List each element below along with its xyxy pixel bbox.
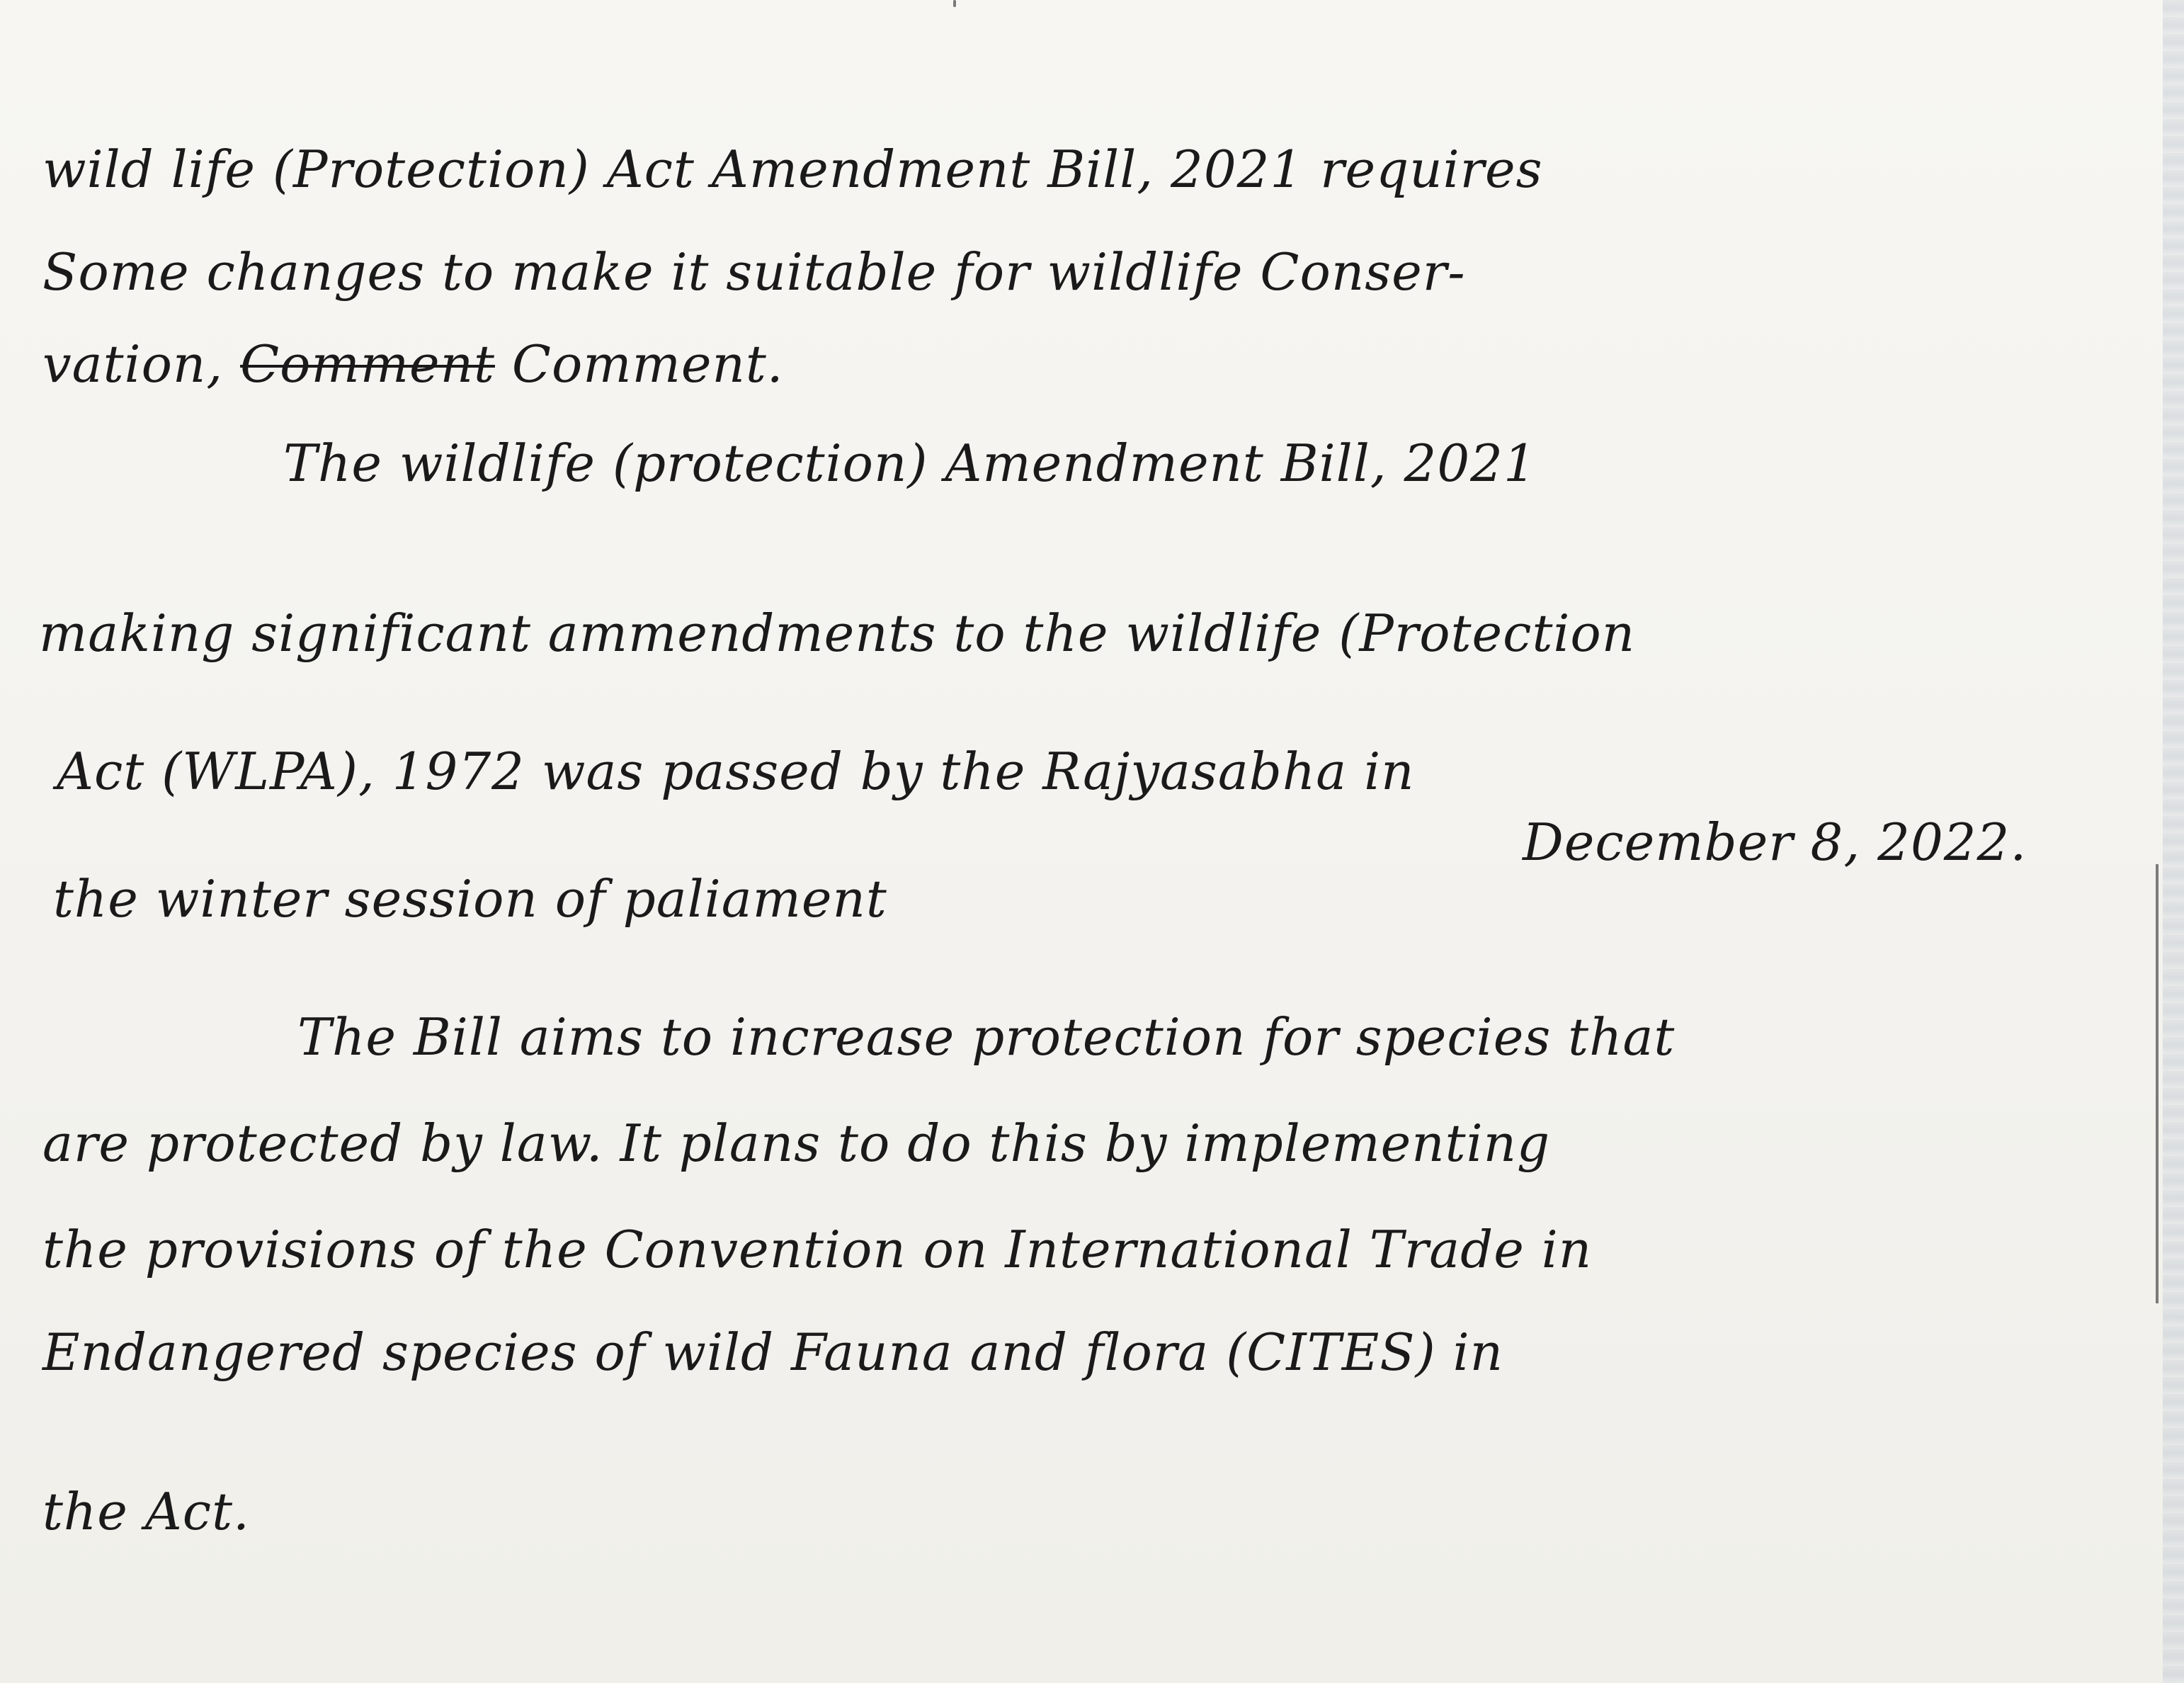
text-line-9: The Bill aims to increase protection for species that [297,1007,1676,1067]
text-line-5: making significant ammendments to the wildlife (Protection [39,604,1636,663]
text-line-4: The wildlife (protection) Amendment Bill, 2021 [283,434,1537,493]
text-line-1: wild life (Protection) Act Amendment Bill, 2021 requires [42,140,1543,199]
text-line-6: Act (WLPA), 1972 was passed by the Rajyasabha in [57,742,1415,801]
text-comment: Comment. [511,334,784,394]
text-line-12: Endangered species of wild Fauna and flora (CITES) in [42,1322,1503,1382]
text-line-7: December 8, 2022. [1523,812,2027,872]
text-line-11: the provisions of the Convention on International Trade in [42,1220,1593,1279]
text-vation: vation, [42,334,224,394]
pen-mark [953,0,956,7]
text-line-8: the winter session of paliament [53,869,887,929]
margin-mark [2156,864,2159,1303]
page-edge [2163,0,2184,1683]
text-line-13: the Act. [42,1482,250,1541]
text-line-10: are protected by law. It plans to do this by implementing [42,1114,1551,1173]
struck-word: Comment [240,334,495,394]
text-line-2: Some changes to make it suitable for wildlife Conser- [42,242,1466,302]
text-line-3 [42,333,784,395]
